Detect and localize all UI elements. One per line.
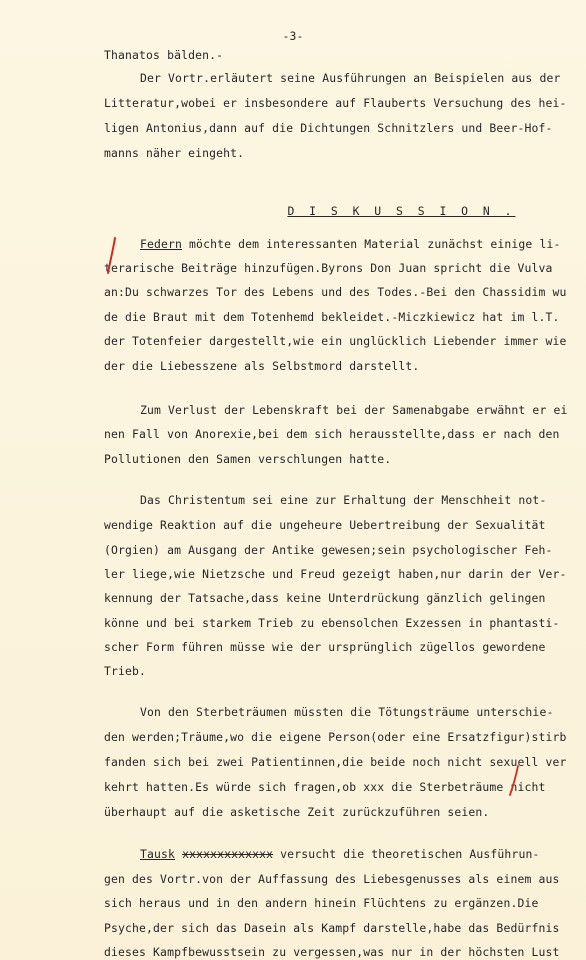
text-line: der Totenfeier dargestellt,wie ein unglücklich Liebender immer wie (104, 334, 567, 348)
text-line: gen des Vortr.von der Auffassung des Liebesgenusses als einem aus (104, 872, 560, 886)
text-line: Trieb. (104, 664, 147, 678)
section-heading-text: D I S K U S S I O N . (287, 204, 516, 218)
text-line: Thanatos bälden.- (104, 48, 224, 62)
speaker-name: Tausk (140, 847, 176, 861)
text-line: ligen Antonius,dann auf die Dichtungen Schnitzlers und Beer-Hof- (104, 121, 553, 135)
text-line: Zum Verlust der Lebenskraft bei der Samenabgabe erwähnt er ei (140, 403, 568, 417)
page-number: -3- (282, 29, 304, 43)
text-line: terarische Beiträge hinzufügen.Byrons Don Juan spricht die Vulva (104, 261, 553, 275)
text-line: kehrt hatten.Es würde sich fragen,ob xxx die Sterbeträume nicht (104, 780, 546, 794)
text-line: scher Form führen müsse wie der ursprünglich zügellos gewordene (104, 640, 546, 654)
text-line: Pollutionen den Samen verschlungen hatte. (104, 452, 392, 466)
text-line: nen Fall von Anorexie,bei dem sich herausstellte,dass er nach den (104, 427, 560, 441)
text-line: Der Vortr.erläutert seine Ausführungen an Beispielen aus der (140, 71, 561, 85)
text-line: Das Christentum sei eine zur Erhaltung der Menschheit not- (140, 493, 547, 507)
text-line: Psyche,der sich das Dasein als Kampf darstelle,habe das Bedürfnis (104, 921, 560, 935)
text-line: sich heraus und in den andern hinein Flüchtens zu ergänzen.Die (104, 896, 539, 910)
text-line: (Orgien) am Ausgang der Antike gewesen;sein psychologischer Feh- (104, 543, 553, 557)
text-line: ler liege,wie Nietzsche und Freud gezeigt haben,nur darin der Ver- (104, 567, 567, 581)
text-line: wendige Reaktion auf die ungeheure Uebertreibung der Sexualität (104, 518, 546, 532)
text-line: der die Liebesszene als Selbstmord darstellt. (104, 359, 420, 373)
text-line: kennung der Tatsache,dass keine Unterdrückung gänzlich gelingen (104, 591, 546, 605)
text-line: an:Du schwarzes Tor des Lebens und des Todes.-Bei den Chassidim wu (104, 285, 567, 299)
struck-text: xxxxxxxxxxxxx (182, 847, 274, 861)
text-line: den werden;Träume,wo die eigene Person(oder eine Ersatzfigur)stirb (104, 730, 567, 744)
text-line: könne und bei starkem Trieb zu ebensolchen Exzessen in phantasti- (104, 616, 560, 630)
text-line: de die Braut mit dem Totenhemd bekleidet.-Miczkiewicz hat im l.T. (104, 310, 560, 324)
text-line: überhaupt auf die asketische Zeit zurückzuführen seien. (104, 805, 490, 819)
text-line: manns näher eingeht. (104, 146, 245, 160)
line-text: möchte dem interessanten Material zunächst einige li- (182, 237, 561, 251)
text-line (140, 847, 586, 861)
text-line: fanden sich bei zwei Patientinnen,die beide noch nicht sexuell ver (104, 755, 567, 769)
line-text: versucht die theoretischen Ausführun- (273, 847, 540, 861)
speaker-name: Federn (140, 237, 183, 251)
text-line: dieses Kampfbewusstsein zu vergessen,was nur in der höchsten Lust (104, 945, 560, 959)
text-line (140, 237, 586, 251)
section-heading (244, 190, 586, 232)
text-line: Von den Sterbeträumen müssten die Tötungsträume unterschie- (140, 705, 554, 719)
text-line: Litteratur,wobei er insbesondere auf Flauberts Versuchung des hei- (104, 96, 567, 110)
